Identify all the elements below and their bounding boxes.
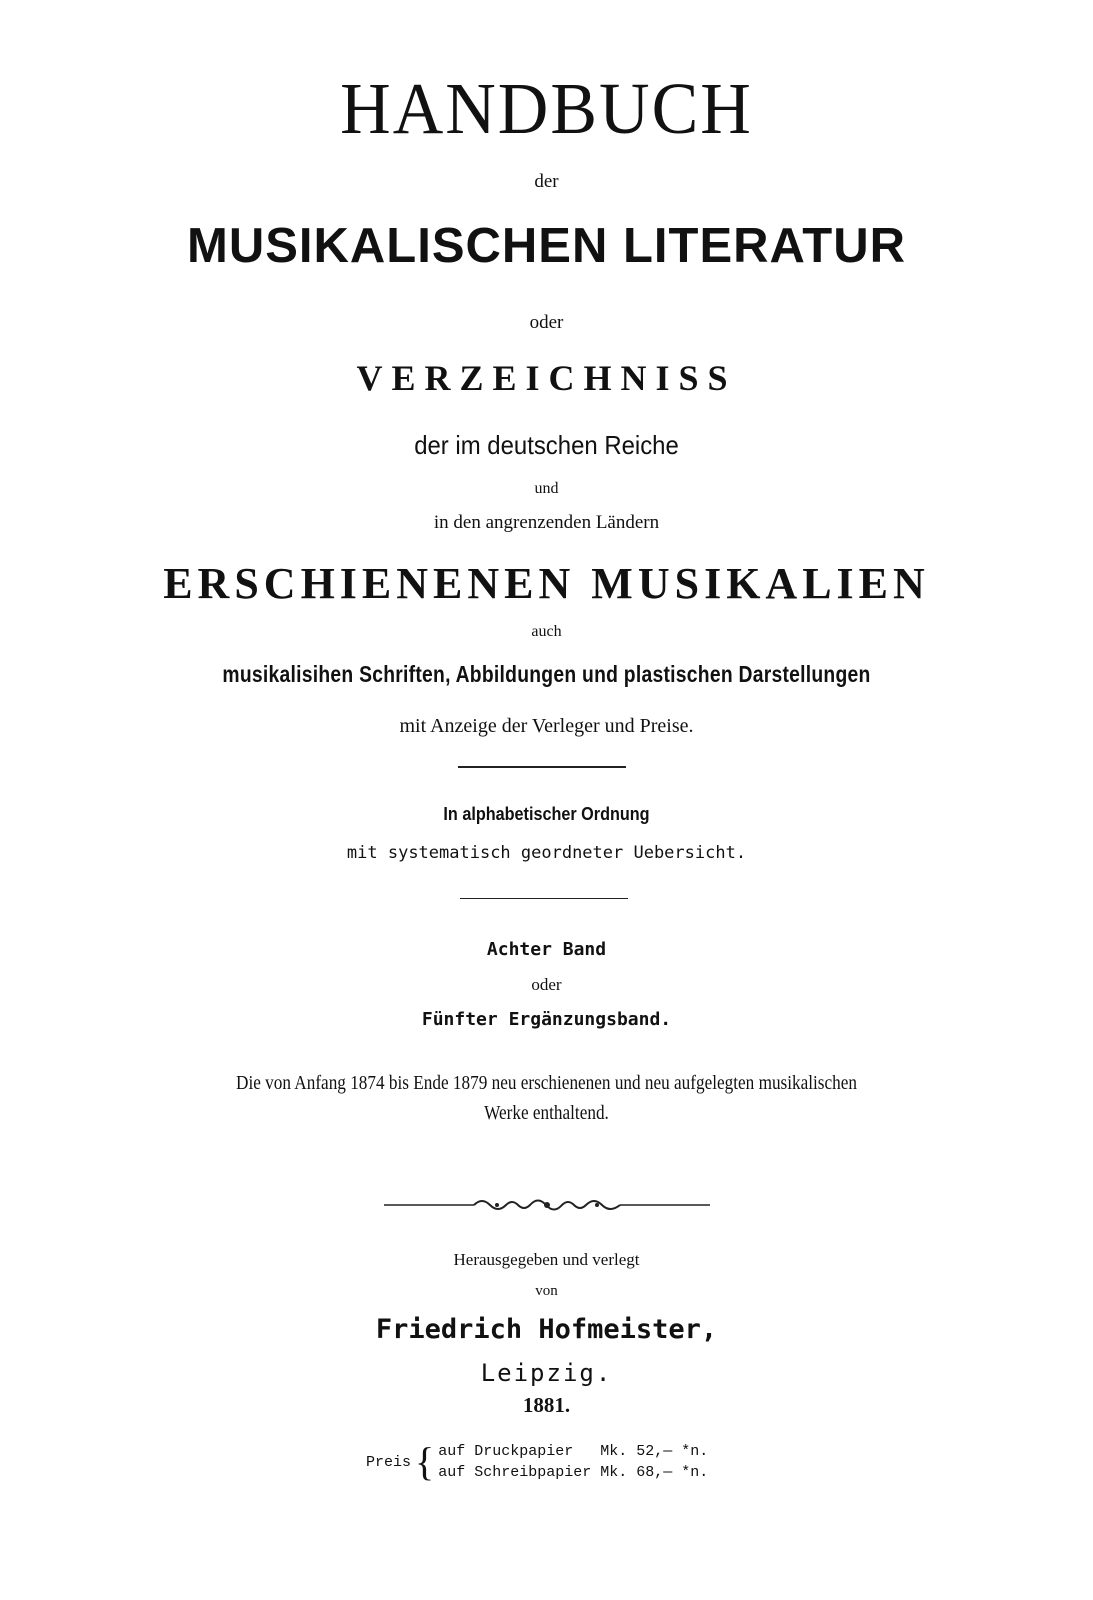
- ergaenzung-line: Fünfter Ergänzungsband.: [421, 1009, 672, 1030]
- divider-rule: [458, 766, 626, 768]
- werke-line-2: Werke enthaltend.: [484, 1102, 609, 1124]
- book-title: HANDBUCH: [340, 69, 753, 150]
- band-line: Achter Band: [486, 939, 607, 960]
- laendern-line: in den angrenzenden Ländern: [433, 512, 660, 533]
- connector-von: von: [535, 1283, 558, 1299]
- connector-und: und: [534, 480, 559, 497]
- publisher-name: Friedrich Hofmeister,: [375, 1314, 718, 1345]
- connector-der: der: [534, 171, 559, 192]
- price-label: Preis: [366, 1453, 412, 1471]
- connector-auch: auch: [531, 623, 562, 640]
- brace-icon: {: [415, 1439, 435, 1484]
- reiche-line: der im deutschen Reiche: [414, 430, 679, 460]
- musikalien-heading: ERSCHIENENEN MUSIKALIEN: [163, 559, 930, 608]
- publication-year: 1881.: [522, 1393, 571, 1417]
- connector-oder-2: oder: [531, 975, 562, 994]
- price-druckpapier: auf Druckpapier Mk. 52,— *n.: [438, 1443, 709, 1460]
- dashed-divider: [460, 898, 628, 899]
- price-lines: [438, 1441, 708, 1483]
- publisher-city: Leipzig.: [480, 1359, 613, 1387]
- price-block: [366, 1440, 708, 1484]
- ornament-divider: [384, 1194, 710, 1216]
- herausgegeben-line: Herausgegeben und verlegt: [453, 1250, 640, 1269]
- werke-line-1: Die von Anfang 1874 bis Ende 1879 neu erschienenen und neu aufgelegten musikalischen: [236, 1072, 857, 1094]
- uebersicht-line: mit systematisch geordneter Uebersicht.: [346, 843, 747, 863]
- book-subtitle: MUSIKALISCHEN LITERATUR: [187, 219, 906, 273]
- price-schreibpapier: auf Schreibpapier Mk. 68,— *n.: [438, 1464, 709, 1481]
- verzeichniss-heading: VERZEICHNISS: [356, 358, 737, 398]
- schriften-line: musikalisihen Schriften, Abbildungen und plastischen Darstellungen: [222, 661, 871, 687]
- connector-oder: oder: [529, 312, 564, 333]
- ordnung-line: In alphabetischer Ordnung: [443, 804, 650, 824]
- anzeige-line: mit Anzeige der Verleger und Preise.: [399, 715, 694, 737]
